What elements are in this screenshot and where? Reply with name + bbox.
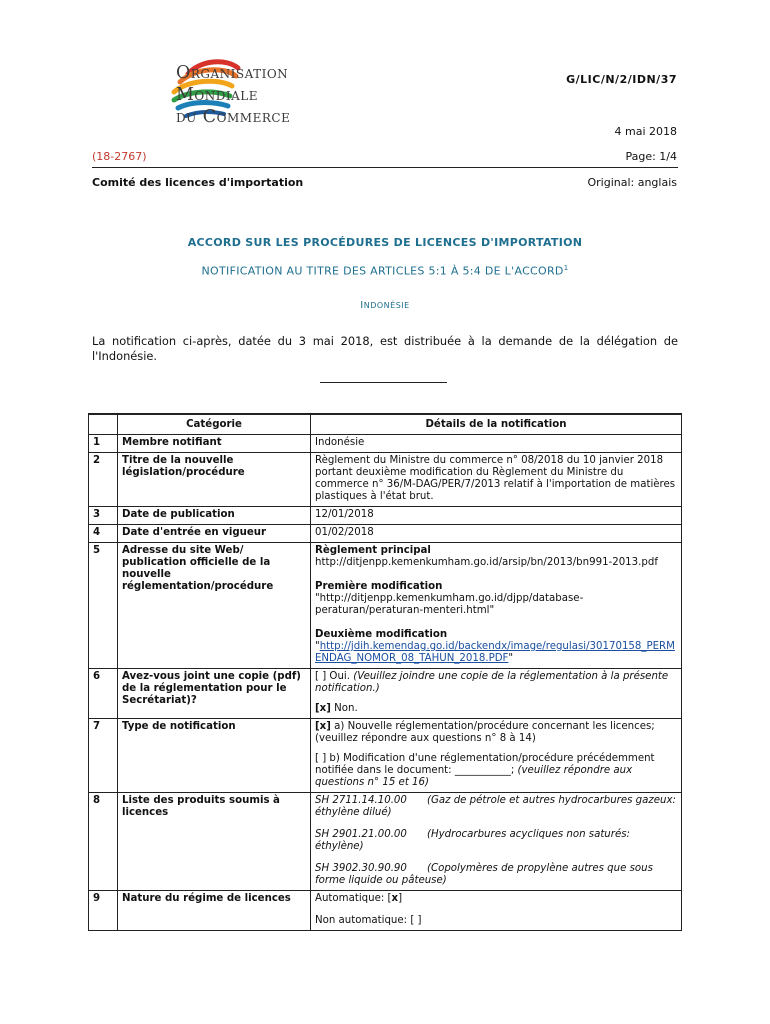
table-row	[89, 543, 682, 669]
first-amendment-heading: Première modification	[315, 581, 443, 592]
document-reference: (18-2767)	[92, 150, 147, 163]
option-yes	[315, 671, 677, 695]
row-label: Date d'entrée en vigueur	[118, 525, 311, 543]
product-item	[315, 795, 677, 819]
option-yes-note: (Veuillez joindre une copie de la réglementation à la présente notification.)	[315, 671, 669, 694]
product-description: (Hydrocarbures acycliques non saturés: éthylène)	[315, 829, 630, 852]
product-code: SH 2901.21.00.00	[315, 829, 407, 840]
product-description: (Gaz de pétrole et autres hydrocarbures gazeux: éthylène dilué)	[315, 795, 676, 818]
notification-title-text: NOTIFICATION AU TITRE DES ARTICLES 5:1 À 5:4 DE L'ACCORD	[201, 264, 564, 278]
country-title	[0, 300, 770, 311]
option-yes-box: [ ] Oui.	[315, 671, 350, 682]
document-date: 4 mai 2018	[614, 125, 677, 138]
separator-line	[320, 382, 447, 383]
option-no-box: [x]	[315, 703, 331, 714]
row-label: Membre notifiant	[118, 435, 311, 453]
table-row	[89, 507, 682, 525]
main-regulation-heading: Règlement principal	[315, 545, 431, 556]
row-label: Avez-vous joint une copie (pdf) de la réglementation pour le Secrétariat)?	[118, 669, 311, 719]
type-b-text: [ ] b) Modification d'une réglementation/procédure précédemment notifiée dans le document: ___________;	[315, 753, 655, 776]
second-amendment-link[interactable]: http://jdih.kemendag.go.id/backendx/image/regulasi/30170158_PERMENDAG_NOMOR_08_TAHUN_2018.PDF	[315, 641, 675, 664]
notification-type-b	[315, 753, 677, 789]
footnote-mark[interactable]: 1	[563, 264, 569, 272]
second-amendment-heading: Deuxième modification	[315, 629, 448, 640]
header-rule	[92, 167, 678, 168]
row-value	[311, 719, 682, 793]
table-row	[89, 453, 682, 507]
quote-close: "	[508, 653, 514, 664]
option-no-text: Non.	[334, 703, 358, 714]
row-number: 4	[89, 525, 118, 543]
header-category: Catégorie	[118, 414, 311, 435]
type-a-box: [x]	[315, 721, 331, 732]
row-label: Adresse du site Web/ publication officielle de la nouvelle réglementation/procédure	[118, 543, 311, 669]
row-value	[311, 669, 682, 719]
row-number: 7	[89, 719, 118, 793]
table-row	[89, 891, 682, 931]
row-label: Liste des produits soumis à licences	[118, 793, 311, 891]
row-value: Indonésie	[311, 435, 682, 453]
type-b-note: (veuillez répondre aux questions n° 15 et 16)	[315, 765, 633, 788]
second-amendment-url-line	[315, 641, 677, 665]
product-code: SH 2711.14.10.00	[315, 795, 407, 806]
product-item	[315, 863, 677, 887]
row-label: Date de publication	[118, 507, 311, 525]
committee-name: Comité des licences d'importation	[92, 176, 304, 189]
type-a-text: a) Nouvelle réglementation/procédure concernant les licences; (veuillez répondre aux questions n° 8 à 14)	[315, 721, 655, 744]
first-amendment-url: "http://ditjenpp.kemenkumham.go.id/djpp/database-peraturan/peraturan-menteri.html"	[315, 593, 584, 616]
row-value: 12/01/2018	[311, 507, 682, 525]
row-value	[311, 793, 682, 891]
main-regulation-url: http://ditjenpp.kemenkumham.go.id/arsip/bn/2013/bn991-2013.pdf	[315, 557, 658, 568]
row-label: Titre de la nouvelle législation/procédure	[118, 453, 311, 507]
row-value: Règlement du Ministre du commerce n° 08/2018 du 10 janvier 2018 portant deuxième modification du Règlement du Ministre du commerce n° 36/M-DAG/PER/7/2013 relatif à l'importation de matières plastiques à l'état brut.	[311, 453, 682, 507]
row-label: Type de notification	[118, 719, 311, 793]
row-value	[311, 543, 682, 669]
table-header-row	[89, 414, 682, 435]
automatic-mark: x	[391, 893, 399, 904]
original-language: Original: anglais	[587, 176, 677, 189]
row-number: 9	[89, 891, 118, 931]
table-row	[89, 669, 682, 719]
row-number: 5	[89, 543, 118, 669]
table-row	[89, 719, 682, 793]
row-number: 6	[89, 669, 118, 719]
page-number: Page: 1/4	[625, 150, 677, 163]
notification-title	[0, 264, 770, 278]
intro-paragraph: La notification ci-après, datée du 3 mai 2018, est distribuée à la demande de la délégation de l'Indonésie.	[92, 334, 678, 363]
country-initial: I	[360, 300, 364, 311]
row-number: 2	[89, 453, 118, 507]
product-code: SH 3902.30.90.90	[315, 863, 407, 874]
logo-line-1: Organisation	[176, 63, 289, 83]
non-automatic-option: Non automatique: [ ]	[315, 915, 422, 926]
country-rest: NDONÉSIE	[363, 301, 410, 310]
table-row	[89, 793, 682, 891]
notification-table	[88, 413, 682, 931]
quote-open: "	[315, 641, 320, 652]
row-value	[311, 891, 682, 931]
logo-line-3: du Commerce	[176, 107, 291, 127]
wto-logo-wordmark	[176, 62, 290, 128]
option-no	[315, 703, 677, 715]
header-number-cell	[89, 414, 118, 435]
agreement-title: ACCORD SUR LES PROCÉDURES DE LICENCES D'IMPORTATION	[187, 236, 583, 249]
automatic-close: ]	[398, 893, 403, 904]
logo-line-2: Mondiale	[176, 85, 259, 105]
header-details: Détails de la notification	[311, 414, 682, 435]
document-symbol: G/LIC/N/2/IDN/37	[566, 73, 677, 86]
product-item	[315, 829, 677, 853]
notification-type-a	[315, 721, 677, 745]
product-description: (Copolymères de propylène autres que sous forme liquide ou pâteuse)	[315, 863, 653, 886]
table-row	[89, 525, 682, 543]
row-label: Nature du régime de licences	[118, 891, 311, 931]
automatic-text: Automatique: [	[315, 893, 392, 904]
automatic-option	[315, 893, 677, 905]
row-number: 8	[89, 793, 118, 891]
row-number: 3	[89, 507, 118, 525]
row-value: 01/02/2018	[311, 525, 682, 543]
table-row	[89, 435, 682, 453]
row-number: 1	[89, 435, 118, 453]
